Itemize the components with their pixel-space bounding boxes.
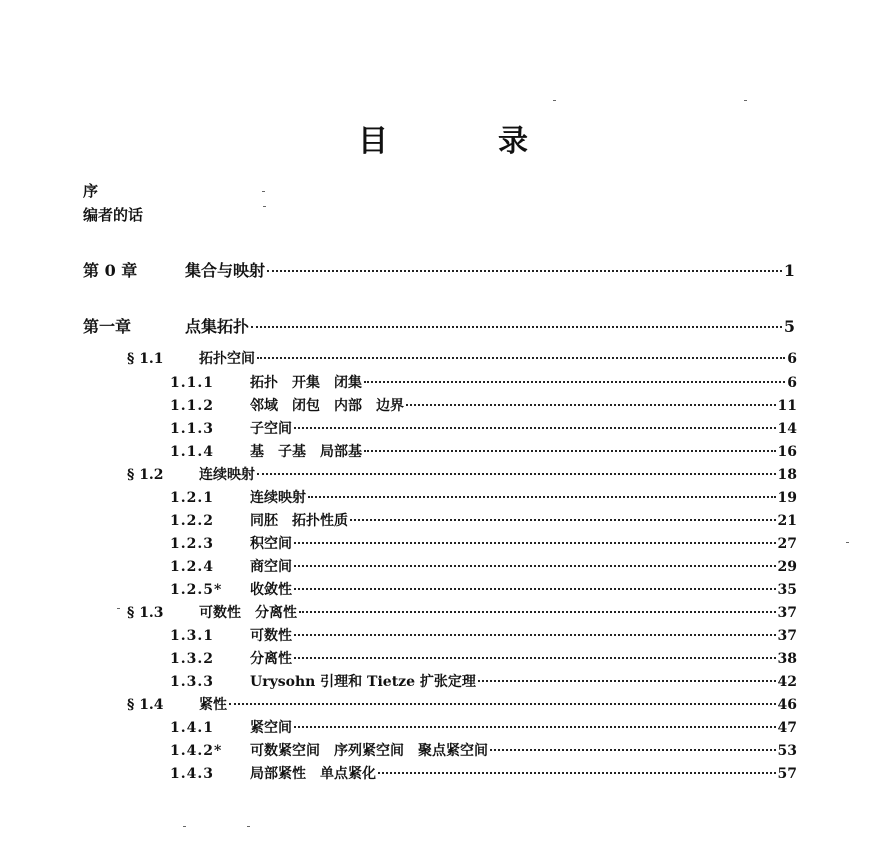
toc-entry-section-1-2	[127, 464, 797, 484]
toc-entry-title: 集合与映射	[185, 261, 266, 280]
toc-entry-title: 连续映射	[250, 490, 306, 506]
toc-entry-number: 1.2.4	[170, 559, 214, 575]
toc-entry-page: 6	[787, 351, 797, 367]
toc-entry-section-1-1	[127, 348, 797, 368]
toc-entry-1-1-3	[170, 418, 797, 438]
toc-entry-title: 可数紧空间 序列紧空间 聚点紧空间	[250, 743, 488, 759]
leader-dots	[294, 725, 776, 728]
toc-entry-page: 19	[777, 490, 797, 506]
leader-dots	[294, 656, 776, 659]
toc-entry-page: 29	[777, 559, 797, 575]
toc-entry-number: 1.1.1	[170, 375, 214, 391]
toc-entry-title: 紧性	[199, 697, 227, 713]
leader-dots	[257, 356, 785, 359]
toc-entry-1-2-5	[170, 579, 797, 599]
toc-entry-number: 1.1.4	[170, 444, 214, 460]
toc-entry-number: 1.3.2	[170, 651, 214, 667]
toc-entry-number: 第一章	[83, 317, 132, 336]
toc-entry-page: 37	[777, 605, 797, 621]
leader-dots	[294, 564, 776, 567]
leader-dots	[294, 426, 776, 429]
page-title-char-1: 目	[358, 124, 388, 159]
scan-speck	[263, 206, 266, 207]
toc-entry-number: 1.4.3	[170, 766, 214, 782]
leader-dots	[257, 472, 776, 475]
leader-dots	[308, 495, 776, 498]
toc-entry-page: 6	[787, 375, 797, 391]
leader-dots	[294, 541, 776, 544]
toc-entry-1-3-3	[170, 671, 797, 691]
toc-entry-page: 53	[777, 743, 797, 759]
scan-speck	[553, 100, 556, 101]
leader-dots	[364, 380, 785, 383]
toc-entry-title: 局部紧性 单点紧化	[250, 766, 376, 782]
toc-entry-page: 14	[777, 421, 797, 437]
toc-entry-chapter-1	[83, 314, 795, 336]
leader-dots	[267, 269, 782, 272]
toc-entry-1-1-4	[170, 441, 797, 461]
toc-entry-number: 1.2.5*	[170, 582, 223, 598]
toc-entry-1-4-2	[170, 740, 797, 760]
toc-entry-number: 1.2.1	[170, 490, 214, 506]
page-title	[358, 116, 528, 160]
toc-entry-title: 积空间	[250, 536, 292, 552]
leader-dots	[490, 748, 776, 751]
scan-speck	[247, 826, 250, 827]
toc-entry-title: 拓扑空间	[199, 351, 255, 367]
toc-entry-1-4-1	[170, 717, 797, 737]
toc-entry-title: 点集拓扑	[185, 317, 250, 336]
front-matter-editors-note: 编者的话	[83, 206, 144, 224]
toc-entry-number: 1.1.2	[170, 398, 214, 414]
leader-dots	[251, 325, 782, 328]
toc-entry-number: 1.4.1	[170, 720, 214, 736]
toc-entry-number: § 1.2	[127, 467, 164, 483]
toc-entry-title: Urysohn 引理和 Tietze 扩张定理	[250, 674, 476, 690]
toc-entry-number: 1.2.2	[170, 513, 214, 529]
toc-entry-1-2-1	[170, 487, 797, 507]
toc-entry-number: 1.2.3	[170, 536, 214, 552]
toc-entry-1-1-2	[170, 395, 797, 415]
toc-entry-number: 1.4.2*	[170, 743, 223, 759]
toc-entry-1-1-1	[170, 372, 797, 392]
scan-speck	[262, 191, 265, 192]
leader-dots	[229, 702, 776, 705]
toc-entry-1-2-2	[170, 510, 797, 530]
toc-entry-title: 同胚 拓扑性质	[250, 513, 348, 529]
toc-entry-title: 商空间	[250, 559, 292, 575]
scan-speck	[117, 608, 120, 609]
leader-dots	[364, 449, 776, 452]
toc-entry-chapter-0	[83, 258, 795, 280]
leader-dots	[378, 771, 776, 774]
toc-entry-page: 38	[777, 651, 797, 667]
toc-entry-section-1-4	[127, 694, 797, 714]
toc-entry-1-2-3	[170, 533, 797, 553]
toc-entry-page: 11	[777, 398, 797, 414]
toc-entry-page: 1	[783, 261, 795, 280]
toc-entry-title: 基 子基 局部基	[250, 444, 362, 460]
toc-entry-title: 分离性	[250, 651, 292, 667]
toc-entry-page: 57	[777, 766, 797, 782]
toc-entry-section-1-3	[127, 602, 797, 622]
toc-entry-page: 21	[777, 513, 797, 529]
toc-entry-number: 第 0 章	[83, 261, 138, 280]
leader-dots	[299, 610, 776, 613]
toc-entry-1-2-4	[170, 556, 797, 576]
toc-entry-number: § 1.4	[127, 697, 164, 713]
toc-entry-number: 1.1.3	[170, 421, 214, 437]
toc-entry-page: 46	[777, 697, 797, 713]
toc-entry-title: 连续映射	[199, 467, 255, 483]
toc-entry-page: 5	[783, 317, 795, 336]
toc-entry-title: 子空间	[250, 421, 292, 437]
page-title-char-2: 录	[498, 124, 528, 159]
toc-entry-1-3-2	[170, 648, 797, 668]
leader-dots	[478, 679, 776, 682]
toc-entry-title: 可数性	[250, 628, 292, 644]
toc-entry-page: 37	[777, 628, 797, 644]
scan-speck	[183, 826, 186, 827]
leader-dots	[294, 633, 776, 636]
toc-entry-page: 47	[777, 720, 797, 736]
toc-entry-page: 35	[777, 582, 797, 598]
toc-entry-title: 紧空间	[250, 720, 292, 736]
toc-entry-title: 拓扑 开集 闭集	[250, 375, 362, 391]
leader-dots	[406, 403, 776, 406]
scan-speck	[744, 100, 747, 101]
toc-entry-title: 邻域 闭包 内部 边界	[250, 398, 404, 414]
toc-entry-title: 可数性 分离性	[199, 605, 297, 621]
leader-dots	[350, 518, 776, 521]
toc-entry-number: § 1.1	[127, 351, 164, 367]
front-matter-preface: 序	[83, 182, 99, 200]
leader-dots	[294, 587, 776, 590]
toc-entry-number: § 1.3	[127, 605, 164, 621]
toc-entry-1-4-3	[170, 763, 797, 783]
toc-entry-number: 1.3.1	[170, 628, 214, 644]
toc-entry-title: 收敛性	[250, 582, 292, 598]
toc-entry-page: 18	[777, 467, 797, 483]
toc-entry-1-3-1	[170, 625, 797, 645]
scan-speck	[846, 542, 849, 543]
toc-entry-page: 27	[777, 536, 797, 552]
toc-entry-page: 16	[777, 444, 797, 460]
toc-entry-page: 42	[777, 674, 797, 690]
toc-entry-number: 1.3.3	[170, 674, 214, 690]
